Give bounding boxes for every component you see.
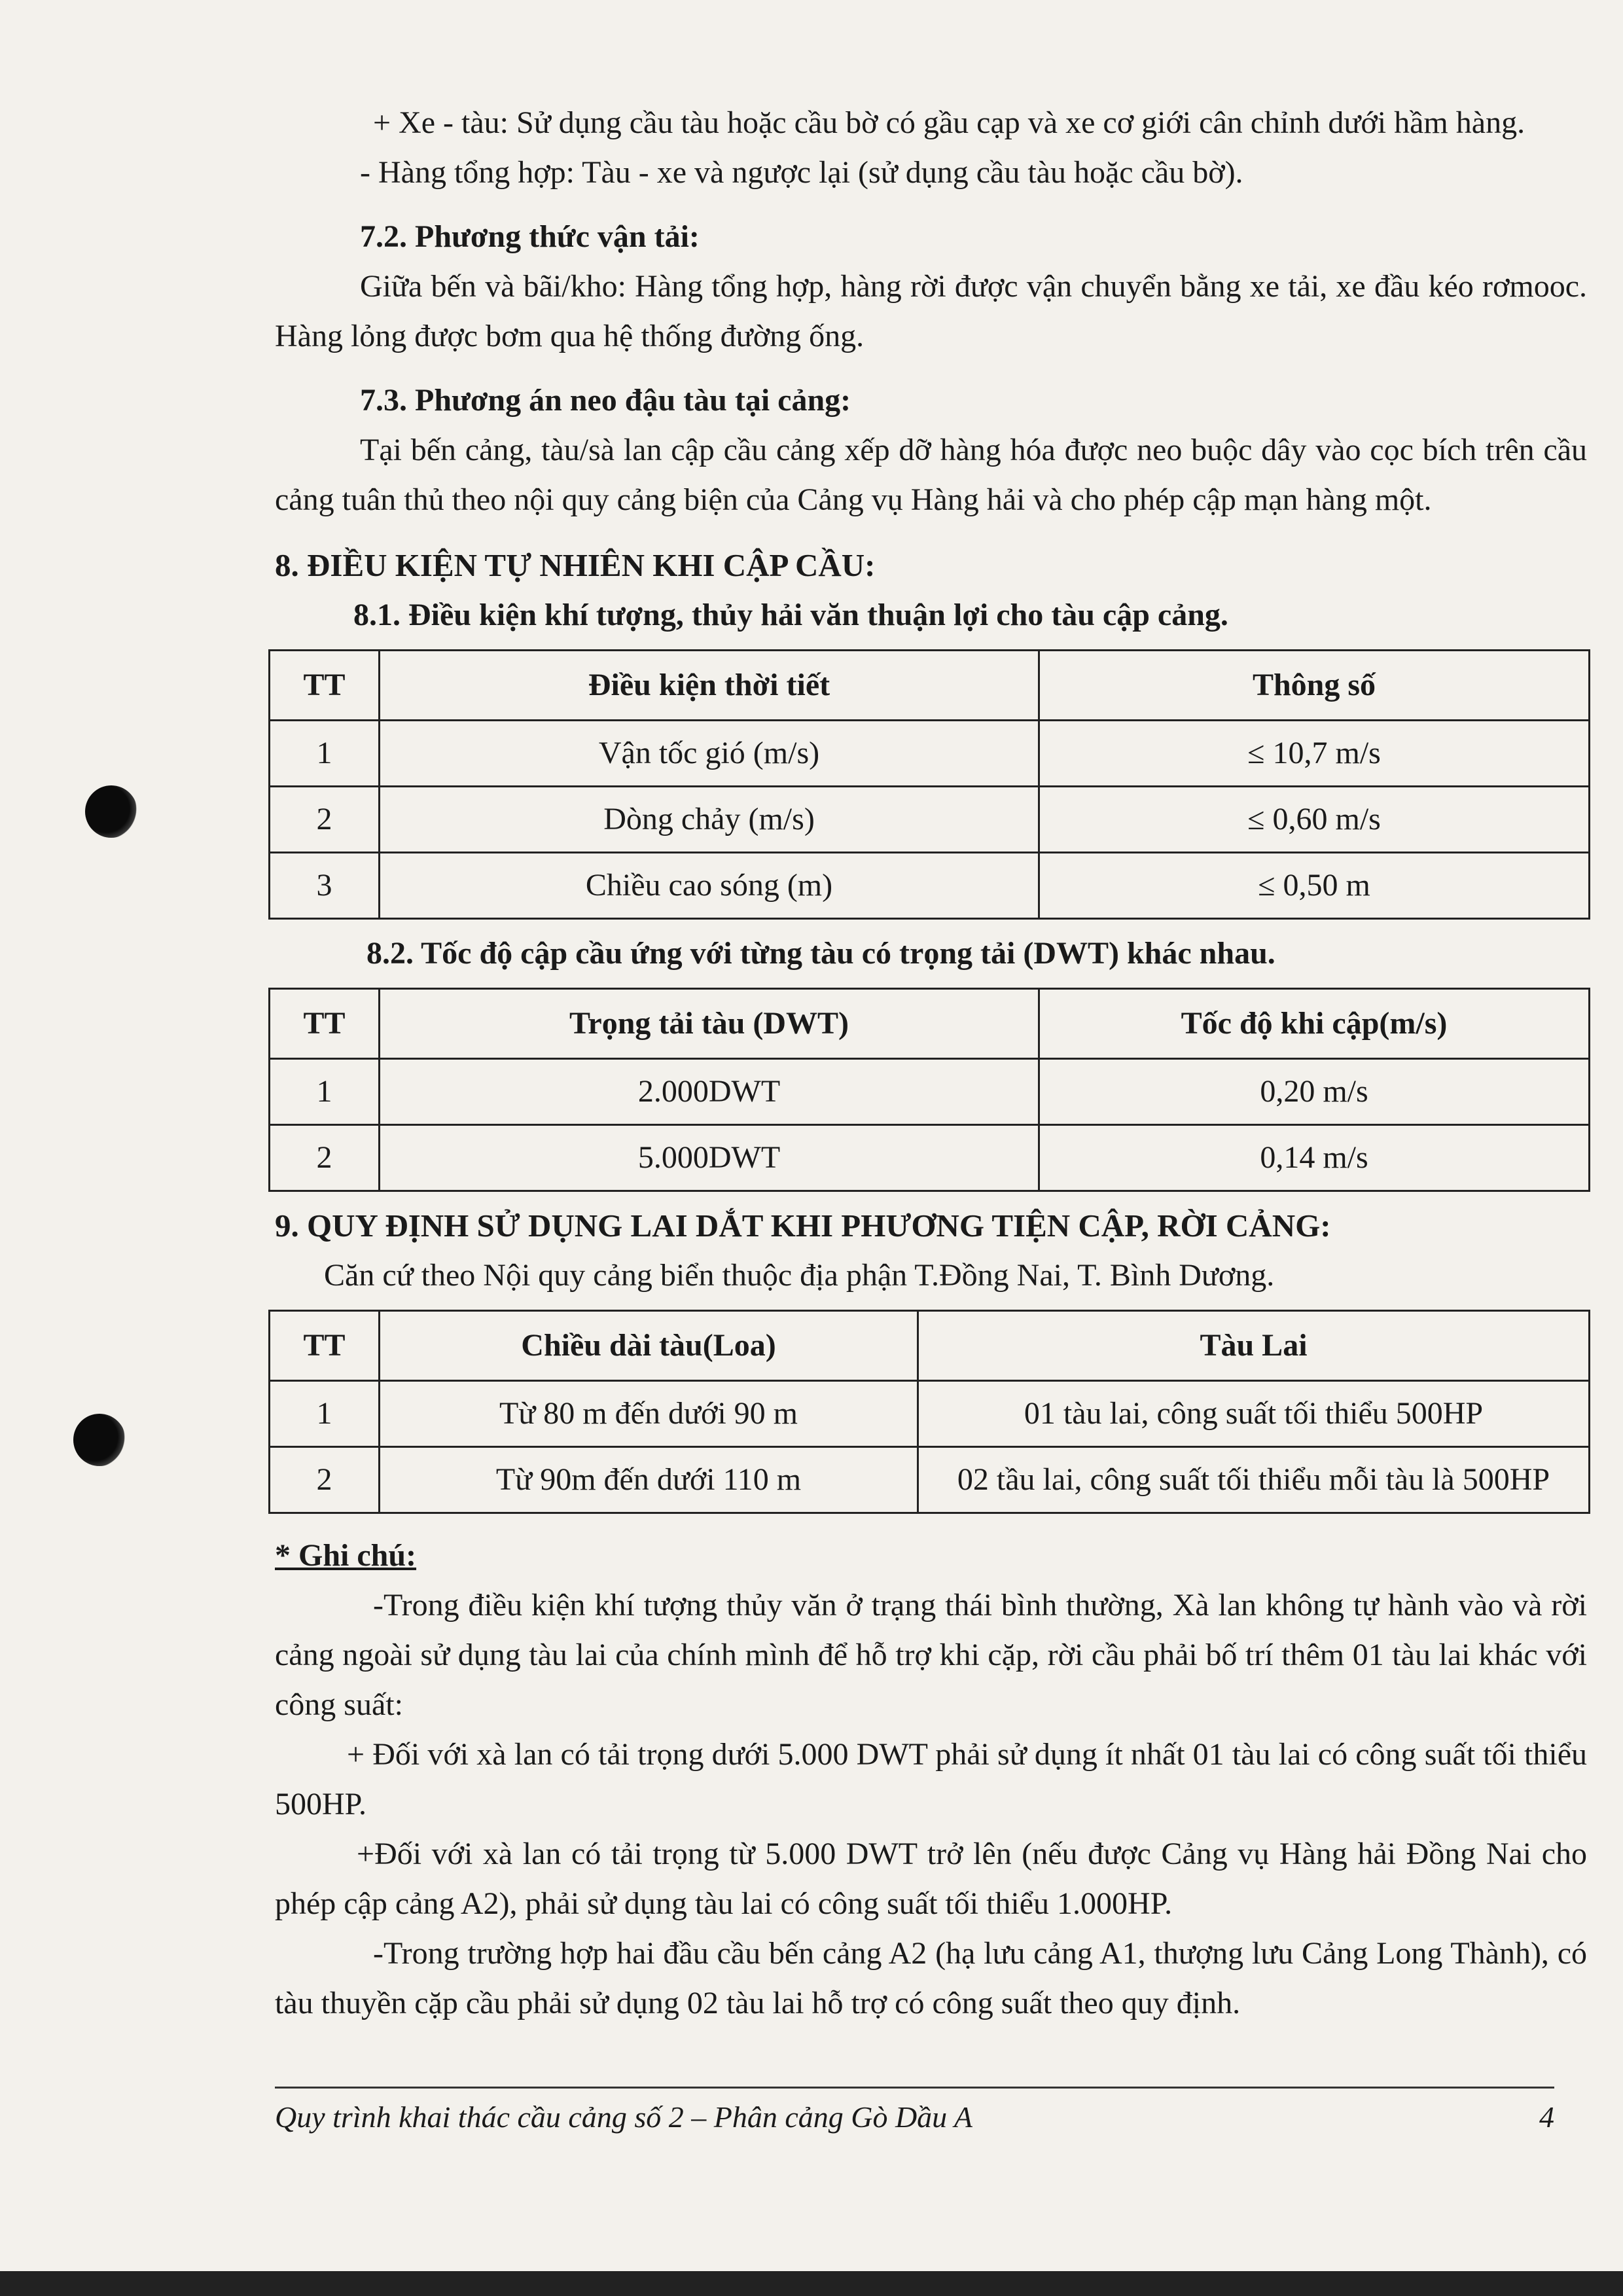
footer-title: Quy trình khai thác cầu cảng số 2 – Phân cảng Gò Dầu A — [275, 2100, 972, 2134]
note-paragraph: + Đối với xà lan có tải trọng dưới 5.000 DWT phải sử dụng ít nhất 01 tàu lai có công suất tối thiểu 500HP. — [275, 1737, 1587, 1821]
table-row — [270, 721, 1590, 787]
table-cell: 2.000DWT — [380, 1059, 1039, 1125]
note-paragraph: -Trong trường hợp hai đầu cầu bến cảng A2 (hạ lưu cảng A1, thượng lưu Cảng Long Thành), có tàu thuyền cặp cầu phải sử dụng 02 tàu lai hỗ trợ có công suất theo quy định. — [275, 1936, 1587, 2020]
table-header-cell: TT — [270, 651, 380, 721]
table-row — [270, 1125, 1590, 1191]
table-cell: Từ 80 m đến dưới 90 m — [380, 1381, 918, 1447]
table-cell: 02 tầu lai, công suất tối thiểu mỗi tàu là 500HP — [918, 1447, 1590, 1513]
scan-bottom-edge — [0, 2271, 1623, 2296]
table-row — [270, 1381, 1590, 1447]
table-cell: 0,20 m/s — [1039, 1059, 1590, 1125]
heading-7-2: 7.2. Phương thức vận tải: — [360, 219, 700, 254]
table-cell: ≤ 10,7 m/s — [1039, 721, 1590, 787]
footer-divider — [275, 2087, 1554, 2089]
note-paragraph: +Đối với xà lan có tải trọng từ 5.000 DWT trở lên (nếu được Cảng vụ Hàng hải Đồng Nai cho phép cập cảng A2), phải sử dụng tàu lai có công suất tối thiểu 1.000HP. — [275, 1837, 1587, 1921]
table-cell: Vận tốc gió (m/s) — [380, 721, 1039, 787]
tugboat-table — [268, 1310, 1590, 1514]
punch-hole-top — [85, 785, 137, 838]
table-cell: 1 — [270, 721, 380, 787]
notes-title: * Ghi chú: — [275, 1538, 417, 1573]
table-cell: 01 tàu lai, công suất tối thiểu 500HP — [918, 1381, 1590, 1447]
heading-9: 9. QUY ĐỊNH SỬ DỤNG LAI DẮT KHI PHƯƠNG TIỆN CẬP, RỜI CẢNG: — [275, 1208, 1331, 1244]
table-cell: ≤ 0,60 m/s — [1039, 787, 1590, 853]
paragraph-can-cu: Căn cứ theo Nội quy cảng biển thuộc địa phận T.Đồng Nai, T. Bình Dương. — [324, 1258, 1275, 1293]
punch-hole-bottom — [73, 1414, 126, 1466]
table-cell: 2 — [270, 1447, 380, 1513]
table-row — [270, 1447, 1590, 1513]
table-header-row — [270, 1311, 1590, 1381]
table-cell: 2 — [270, 1125, 380, 1191]
heading-7-3: 7.3. Phương án neo đậu tàu tại cảng: — [360, 383, 851, 418]
table-cell: Từ 90m đến dưới 110 m — [380, 1447, 918, 1513]
table-header-row — [270, 651, 1590, 721]
table-cell: 1 — [270, 1381, 380, 1447]
table-header-cell: Tốc độ khi cập(m/s) — [1039, 989, 1590, 1059]
paragraph-neo-dau: Tại bến cảng, tàu/sà lan cập cầu cảng xếp dỡ hàng hóa được neo buộc dây vào cọc bích trên cầu cảng tuân thủ theo nội quy cảng biện của Cảng vụ Hàng hải và cho phép cập mạn hàng một. — [275, 433, 1587, 517]
heading-8-1: 8.1. Điều kiện khí tượng, thủy hải văn thuận lợi cho tàu cập cảng. — [353, 598, 1228, 632]
table-header-cell: Chiều dài tàu(Loa) — [380, 1311, 918, 1381]
table-header-row — [270, 989, 1590, 1059]
table-header-cell: TT — [270, 989, 380, 1059]
table-cell: 2 — [270, 787, 380, 853]
table-row — [270, 1059, 1590, 1125]
table-cell: 0,14 m/s — [1039, 1125, 1590, 1191]
paragraph-hang-tong-hop: - Hàng tổng hợp: Tàu - xe và ngược lại (sử dụng cầu tàu hoặc cầu bờ). — [360, 155, 1243, 190]
table-header-cell: Điều kiện thời tiết — [380, 651, 1039, 721]
table-row — [270, 853, 1590, 919]
berthing-speed-table — [268, 988, 1590, 1192]
heading-8-2: 8.2. Tốc độ cập cầu ứng với từng tàu có trọng tải (DWT) khác nhau. — [366, 936, 1275, 971]
heading-8: 8. ĐIỀU KIỆN TỰ NHIÊN KHI CẬP CẦU: — [275, 547, 876, 583]
weather-conditions-table — [268, 649, 1590, 920]
paragraph-phuong-thuc-van-tai: Giữa bến và bãi/kho: Hàng tổng hợp, hàng rời được vận chuyển bằng xe tải, xe đầu kéo rơmooc. Hàng lỏng được bơm qua hệ thống đường ống. — [275, 269, 1587, 353]
table-cell: 1 — [270, 1059, 380, 1125]
table-cell: Chiều cao sóng (m) — [380, 853, 1039, 919]
table-header-cell: Tàu Lai — [918, 1311, 1590, 1381]
table-header-cell: Thông số — [1039, 651, 1590, 721]
table-header-cell: TT — [270, 1311, 380, 1381]
table-cell: ≤ 0,50 m — [1039, 853, 1590, 919]
table-cell: Dòng chảy (m/s) — [380, 787, 1039, 853]
paragraph-xe-tau: + Xe - tàu: Sử dụng cầu tàu hoặc cầu bờ có gầu cạp và xe cơ giới cân chỉnh dưới hầm hàng. — [373, 105, 1525, 140]
table-cell: 5.000DWT — [380, 1125, 1039, 1191]
table-row — [270, 787, 1590, 853]
table-header-cell: Trọng tải tàu (DWT) — [380, 989, 1039, 1059]
page-footer — [275, 2098, 1554, 2137]
table-cell: 3 — [270, 853, 380, 919]
page-number: 4 — [1539, 2100, 1554, 2134]
note-paragraph: -Trong điều kiện khí tượng thủy văn ở trạng thái bình thường, Xà lan không tự hành vào và rời cảng ngoài sử dụng tàu lai của chính mình để hỗ trợ khi cặp, rời cầu phải bố trí thêm 01 tàu lai khác với công suất: — [275, 1588, 1587, 1722]
page-content — [275, 98, 1587, 2028]
